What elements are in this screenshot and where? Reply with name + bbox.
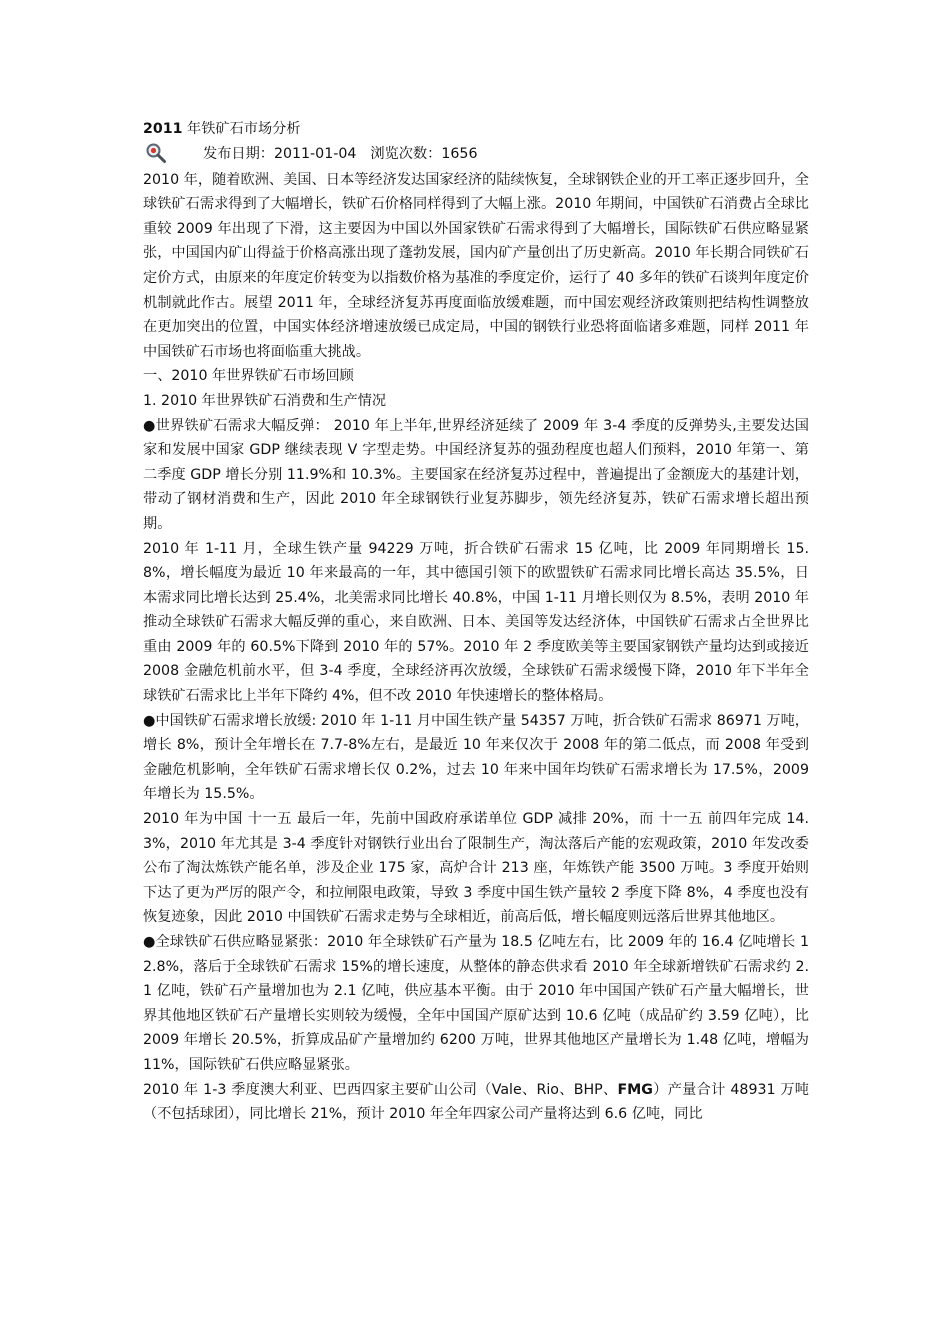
title-year: 2011 (143, 121, 183, 137)
title-text: 年铁矿石市场分析 (182, 121, 301, 137)
search-icon[interactable] (145, 142, 167, 164)
miners-text-a: 2010 年 1-3 季度澳大利亚、巴西四家主要矿山公司（Vale、Rio、BHP、 (143, 1081, 618, 1098)
intro-paragraph: 2010 年，随着欧洲、美国、日本等经济发达国家经济的陆续恢复，全球钢铁企业的开工率正逐步回升，全球铁矿石需求得到了大幅增长，铁矿石价格同样得到了大幅上涨。2010 年期间，中国铁矿石消费占全球比重较 2009 年出现了下滑，这主要因为中国以外国家铁矿石需求得到了大幅增长，国际铁矿石供应略显紧张，中国国内矿山得益于价格高涨出现了蓬勃发展，国内矿产量创出了历史新高。2010 年长期合同铁矿石定价方式，由原来的年度定价转变为以指数价格为基准的季度定价，运行了 40 多年的铁矿石谈判年度定价机制就此作古。展望 2011 年，全球经济复苏再度面临放缓难题，而中国宏观经济政策则把结构性调整放在更加突出的位置，中国实体经济增速放缓已成定局，中国的钢铁行业恐将面临诸多难题，同样 2011 年中国铁矿石市场也将面临重大挑战。 (143, 171, 809, 360)
paragraph-miners-output (143, 1078, 809, 1127)
paragraph-global-demand: ●世界铁矿石需求大幅反弹： 2010 年上半年,世界经济延续了 2009 年 3-4 季度的反弹势头,主要发达国家和发展中国家 GDP 继续表现 V 字型走势。中国经济复苏的强劲程度也超人们预料，2010 年第一、第二季度 GDP 增长分别 11.9%和 10.3%。主要国家在经济复苏过程中，普遍提出了金额庞大的基建计划，带动了钢材消费和生产，因此 2010 年全球钢铁行业复苏脚步，领先经济复苏，铁矿石需求增长超出预期。 (143, 417, 809, 532)
publish-date: 2011-01-04 (273, 145, 357, 162)
views-count: 1656 (441, 145, 478, 162)
publish-label: 发布日期： (203, 145, 274, 162)
miners-text-b: ）产量合计 48931 万吨（不包括球团），同比增长 21%，预计 2010 年全年四家公司产量将达到 6.6 亿吨，同比 (143, 1081, 809, 1123)
miners-fmg: FMG (617, 1081, 653, 1098)
paragraph-policy: 2010 年为中国 十一五 最后一年，先前中国政府承诺单位 GDP 减排 20%，而 十一五 前四年完成 14.3%，2010 年尤其是 3-4 季度针对钢铁行业出台了限制生产，淘汰落后产能的宏观政策，2010 年发改委公布了淘汰炼铁产能名单，涉及企业 175 家，高炉合计 213 座，年炼铁产能 3500 万吨。3 季度开始则下达了更为严厉的限产令，和拉闸限电政策，导致 3 季度中国生铁产量较 2 季度下降 8%，4 季度也没有恢复迹象，因此 2010 中国铁矿石需求走势与全球相近，前高后低，增长幅度则远落后世界其他地区。 (143, 811, 809, 926)
views-label: 浏览次数： (370, 145, 442, 162)
meta-text (203, 142, 477, 167)
document-body (143, 117, 809, 1127)
article-title (143, 117, 809, 142)
paragraph-pig-iron-output: 2010 年 1-11 月，全球生铁产量 94229 万吨，折合铁矿石需求 15 亿吨，比 2009 年同期增长 15.8%，增长幅度为最近 10 年来最高的一年，其中德国引领下的欧盟铁矿石需求同比增长高达 35.5%，日本需求同比增长达到 25.4%，北美需求同比增长 40.8%，中国 1-11 月增长则仅为 8.5%，表明 2010 年推动全球铁矿石需求大幅反弹的重心，来自欧洲、日本、美国等发达经济体，中国铁矿石需求占全世界比重由 2009 年的 60.5%下降到 2010 年的 57%。2010 年 2 季度欧美等主要国家钢铁产量均达到或接近 2008 金融危机前水平，但 3-4 季度，全球经济再次放缓，全球铁矿石需求缓慢下降，2010 年下半年全球铁矿石需求比上半年下降约 4%，但不改 2010 年快速增长的整体格局。 (143, 540, 809, 705)
paragraph-global-supply: ●全球铁矿石供应略显紧张：2010 年全球铁矿石产量为 18.5 亿吨左右，比 2009 年的 16.4 亿吨增长 12.8%，落后于全球铁矿石需求 15%的增长速度，从整体的静态供求看 2010 年全球新增铁矿石需求约 2.1 亿吨，铁矿石产量增加也为 2.1 亿吨，供应基本平衡。由于 2010 年中国国产铁矿石产量大幅增长，世界其他地区铁矿石产量增长实则较为缓慢，全年中国国产原矿达到 10.6 亿吨（成品矿约 3.59 亿吨），比 2009 年增长 20.5%，折算成品矿产量增加约 6200 万吨，世界其他地区产量增长为 1.48 亿吨，增幅为 11%，国际铁矿石供应略显紧张。 (143, 934, 809, 1073)
article-meta (143, 142, 809, 168)
subsection-heading: 1. 2010 年世界铁矿石消费和生产情况 (143, 392, 387, 409)
section-heading: 一、2010 年世界铁矿石市场回顾 (143, 368, 354, 385)
paragraph-china-demand: ●中国铁矿石需求增长放缓: 2010 年 1-11 月中国生铁产量 54357 万吨，折合铁矿石需求 86971 万吨，增长 8%，预计全年增长在 7.7-8%左右，是最近 10 年来仅次于 2008 年的第二低点，而 2008 年受到金融危机影响，全年铁矿石需求增长仅 0.2%，过去 10 年来中国年均铁矿石需求增长为 17.5%，2009 年增长为 15.5%。 (143, 712, 809, 803)
